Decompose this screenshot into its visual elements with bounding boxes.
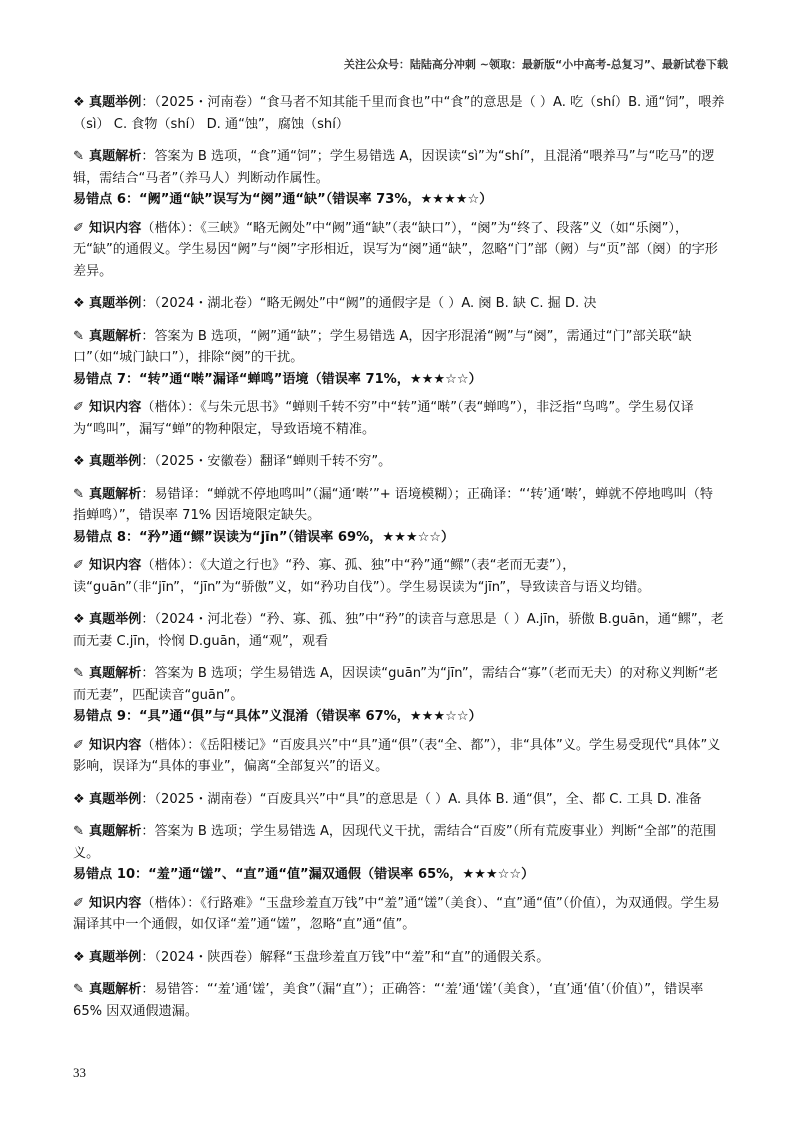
exam-analysis: ✎ 真题解析：易错译：“蝉就不停地鸣叫”（漏“通‘啭’”+ 语境模糊）；正确译：“‘转’通‘啭’，蝉就不停地鸣叫（特指蝉鸣）”，错误率 71% 因语境限定缺失。	[73, 484, 725, 527]
section-title: 易错点 6：“阙”通“缺”误写为“阕”通“缺”（错误率 73%，★★★★☆）	[73, 192, 493, 207]
exam-example: ❖ 真题举例：（2025・河南卷）“食马者不知其能千里而食也”中“食”的意思是（ ）A. 吃（shí）B. 通“饲”，喂养（sì） C. 食物（shí） D. 通“蚀”，腐蚀（shí）	[73, 92, 725, 135]
diamond-bullet-icon: ❖	[73, 791, 85, 807]
exam-example: ❖ 真题举例：（2024・河北卷）“矜、寡、孤、独”中“矜”的读音与意思是（ ）A.jīn，骄傲 B.guān，通“鳏”，老而无妻 C.jīn，怜悯 D.guān，通“观”，观看	[73, 609, 725, 652]
knowledge-content: ✐ 知识内容（楷体）：《岳阳楼记》“百废具兴”中“具”通“俱”（表“全、都”），非“具体”义。学生易受现代“具体”义影响，误译为“具体的事业”，偏离“全部复兴”的语义。	[73, 735, 725, 778]
page-header: 关注公众号：陆陆高分冲刺 ~领取：最新版“小中高考-总复习”、最新试卷下载	[343, 58, 728, 71]
exam-analysis: ✎ 真题解析：答案为 B 选项，“食”通“饲”；学生易错选 A，因误读“sì”为“shí”，且混淆“喂养马”与“吃马”的逻辑，需结合“马者”（养马人）判断动作属性。	[73, 146, 725, 189]
diamond-bullet-icon: ❖	[73, 949, 85, 965]
exam-example: ❖ 真题举例：（2025・湖南卷）“百废具兴”中“具”的意思是（ ）A. 具体 B. 通“俱”，全、都 C. 工具 D. 准备	[73, 789, 725, 811]
exam-analysis: ✎ 真题解析：答案为 B 选项；学生易错选 A，因误读“guān”为“jīn”，需结合“寡”（老而无夫）的对称义判断“老而无妻”，匹配读音“guān”。	[73, 663, 725, 706]
section-title: 易错点 8：“矜”通“鳏”误读为“jīn”（错误率 69%，★★★☆☆）	[73, 529, 455, 545]
section-title: 易错点 9：“具”通“俱”与“具体”义混淆（错误率 67%，★★★☆☆）	[73, 709, 482, 724]
exam-analysis: ✎ 真题解析：易错答：“‘羞’通‘馐’，美食”（漏“直”）；正确答：“‘羞’通‘馐’（美食），‘直’通‘值’（价值）”，错误率 65% 因双通假遗漏。	[73, 979, 725, 1022]
pencil-icon: ✎	[73, 982, 84, 997]
exam-example: ❖ 真题举例：（2024・湖北卷）“略无阙处”中“阙”的通假字是（ ）A. 阕 B. 缺 C. 掘 D. 决	[73, 293, 725, 315]
knowledge-content: ✐ 知识内容（楷体）：《三峡》“略无阙处”中“阙”通“缺”（表“缺口”），“阕”为“终了、段落”义（如“乐阕”），无“缺”的通假义。学生易因“阙”与“阕”字形相近，误写为“阕”通“缺”，忽略“门”部（阙）与“页”部（阕）的字形差异。	[73, 218, 725, 283]
diamond-bullet-icon: ❖	[73, 454, 85, 469]
knowledge-content: ✐ 知识内容（楷体）：《大道之行也》“矜、寡、孤、独”中“矜”通“鳏”（表“老而无妻”），读“guān”（非“jīn”，“jīn”为“骄傲”义，如“矜功自伐”）。学生易误读为“jīn”，导致读音与语义均错。	[73, 555, 725, 598]
pencil-icon: ✐	[73, 558, 84, 573]
pencil-icon: ✎	[73, 149, 84, 164]
diamond-bullet-icon: ❖	[73, 612, 85, 627]
pencil-icon: ✐	[73, 737, 84, 753]
pencil-icon: ✎	[73, 486, 84, 502]
pencil-icon: ✎	[73, 824, 84, 839]
knowledge-content: ✐ 知识内容（楷体）：《与朱元思书》“蝉则千转不穷”中“转”通“啭”（表“蝉鸣”），非泛指“鸟鸣”。学生易仅译为“鸣叫”，漏写“蝉”的物种限定，导致语境不精准。	[73, 397, 725, 440]
exam-analysis: ✎ 真题解析：答案为 B 选项；学生易错选 A，因现代义干扰，需结合“百废”（所有荒废事业）判断“全部”的范围义。	[73, 821, 725, 864]
pencil-icon: ✐	[73, 895, 84, 911]
pencil-icon: ✐	[73, 220, 84, 236]
diamond-bullet-icon: ❖	[73, 95, 85, 110]
exam-example: ❖ 真题举例：（2024・陕西卷）解释“玉盘珍羞直万钱”中“羞”和“直”的通假关系。	[73, 947, 725, 969]
page-number: 33	[73, 1065, 86, 1080]
exam-analysis: ✎ 真题解析：答案为 B 选项，“阙”通“缺”；学生易错选 A，因字形混淆“阙”与“阕”，需通过“门”部关联“缺口”（如“城门缺口”），排除“阕”的干扰。	[73, 326, 725, 369]
section-title: 易错点 10：“羞”通“馐”、“直”通“值”漏双通假（错误率 65%，★★★☆☆）	[73, 867, 535, 882]
pencil-icon: ✐	[73, 400, 84, 415]
knowledge-content: ✐ 知识内容（楷体）：《行路难》“玉盘珍羞直万钱”中“羞”通“馐”（美食）、“直”通“值”（价值），为双通假。学生易漏译其中一个通假，如仅译“羞”通“馐”，忽略“直”通“值”。	[73, 893, 725, 936]
pencil-icon: ✎	[73, 666, 84, 681]
diamond-bullet-icon: ❖	[73, 296, 85, 311]
document-body	[73, 92, 725, 1022]
section-title: 易错点 7：“转”通“啭”漏译“蝉鸣”语境（错误率 71%，★★★☆☆）	[73, 371, 482, 387]
exam-example: ❖ 真题举例：（2025・安徽卷）翻译“蝉则千转不穷”。	[73, 451, 725, 473]
pencil-icon: ✎	[73, 328, 84, 344]
